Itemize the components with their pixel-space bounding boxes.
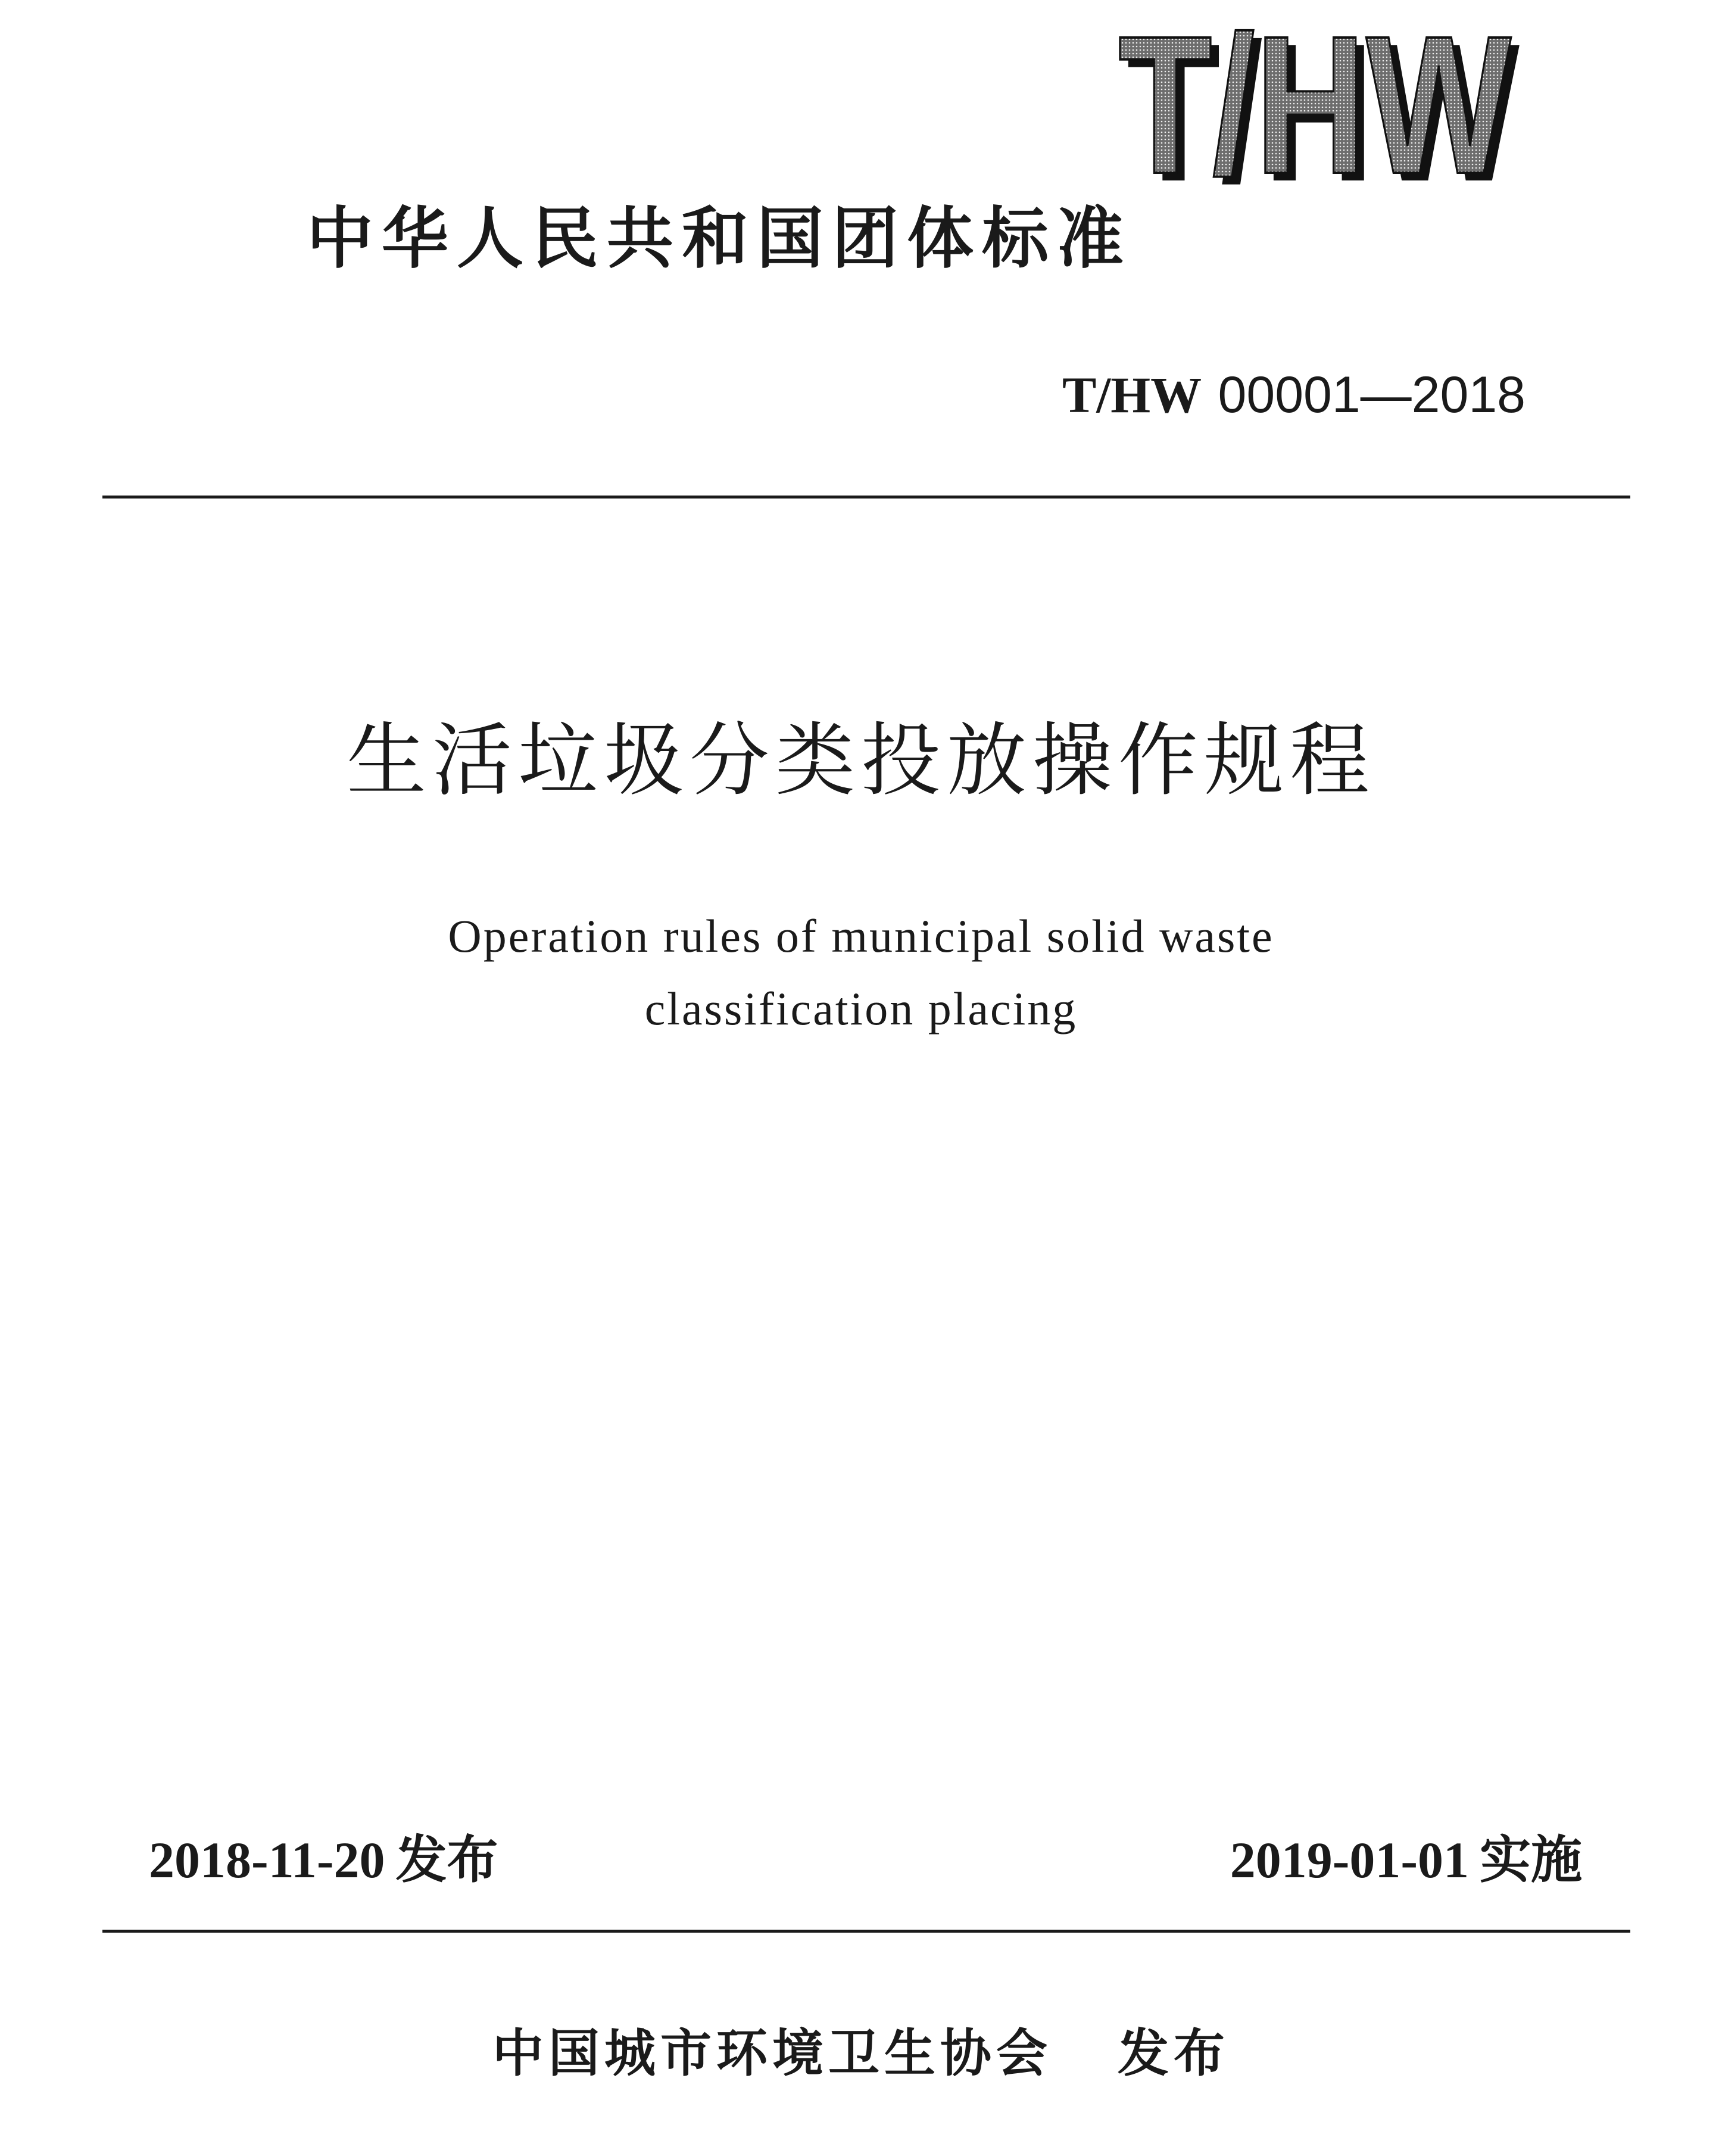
document-title-chinese: 生活垃圾分类投放操作规程 — [346, 714, 1375, 807]
logo-face-text: T/HW — [1118, 27, 1513, 188]
issue-date-value: 2018-11-20 — [149, 1831, 385, 1889]
publisher-action: 发布 — [1118, 2024, 1230, 2083]
issue-date-label: 发布 — [395, 1830, 498, 1890]
standard-type-heading: 中华人民共和国团体标准 — [307, 200, 1132, 278]
implementation-date-label: 实施 — [1480, 1830, 1582, 1890]
document-title-english-line2: classification placing — [644, 983, 1078, 1035]
document-title-english-line1: Operation rules of municipal solid waste — [448, 910, 1274, 962]
bottom-divider — [102, 1930, 1630, 1933]
publisher-line — [0, 2024, 1722, 2083]
standard-serial: 00001—2018 — [1218, 366, 1526, 423]
publisher-name: 中国城市环境卫生协会 — [492, 2024, 1052, 2083]
standard-code: T/HW — [1062, 366, 1202, 423]
top-divider — [102, 496, 1630, 499]
logo-shadow-text: T/HW — [1127, 27, 1521, 188]
standard-number — [1062, 366, 1526, 423]
implementation-date-value: 2019-01-01 — [1230, 1831, 1469, 1889]
implementation-date — [1230, 1830, 1582, 1890]
issue-date — [149, 1830, 498, 1890]
thw-logo — [1113, 27, 1530, 188]
